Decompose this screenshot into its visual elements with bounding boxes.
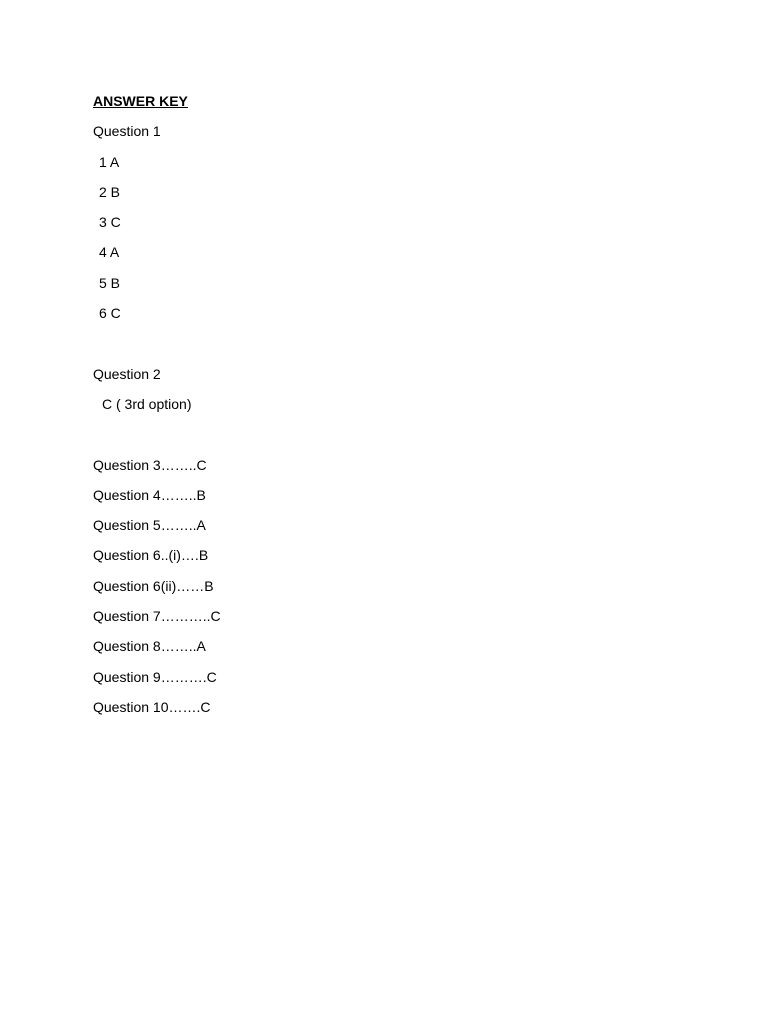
answer-line: Question 10…….C [93, 698, 211, 715]
answer-line: Question 5……..A [93, 517, 206, 534]
answer-line: Question 6(ii)……B [93, 577, 214, 594]
question-1-answer: 5 B [99, 274, 121, 291]
blank-line [93, 328, 693, 358]
answer-line: Question 8……..A [93, 638, 206, 655]
question-1-answer: 4 A [99, 244, 120, 261]
question-2-answer: C ( 3rd option) [102, 395, 192, 412]
answer-line: Question 3……..C [93, 456, 207, 473]
answer-line: Question 7………..C [93, 608, 221, 625]
question-1-answer: 3 C [99, 214, 121, 231]
answer-line: Question 9……….C [93, 668, 217, 685]
question-1-answer: 2 B [99, 183, 121, 200]
question-1-answer: 6 C [99, 305, 121, 322]
question-1-label: Question 1 [93, 123, 161, 140]
question-2-label: Question 2 [93, 365, 161, 382]
question-1-answer: 1 A [99, 153, 120, 170]
page-title: ANSWER KEY [93, 93, 188, 109]
answer-line: Question 6..(i)….B [93, 547, 209, 564]
answer-line: Question 4……..B [93, 486, 206, 503]
blank-line [93, 419, 693, 449]
answer-key-content [93, 86, 693, 722]
